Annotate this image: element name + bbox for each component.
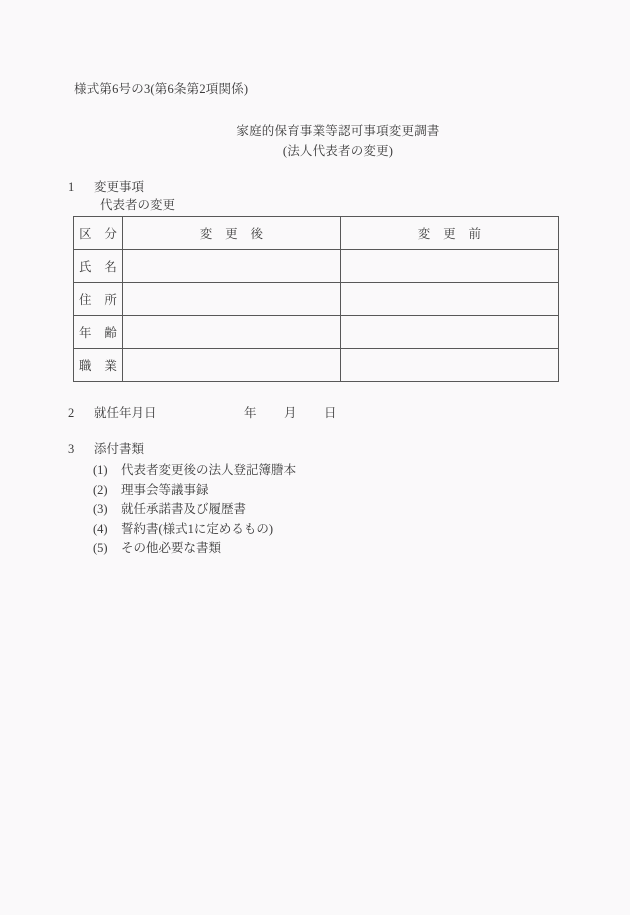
section-2-label: 就任年月日: [94, 406, 157, 420]
row-occupation-before-field[interactable]: [341, 349, 559, 382]
table-row: [74, 316, 559, 349]
list-item-label: 代表者変更後の法人登記簿謄本: [121, 463, 297, 477]
list-item-label: 就任承諾書及び履歴書: [121, 502, 247, 516]
list-item: [93, 539, 296, 559]
form-number: 様式第6号の3(第6条第2項関係): [74, 82, 249, 96]
appointment-month-unit: 月: [284, 406, 297, 420]
list-item: [93, 481, 296, 501]
section-2-number: 2: [68, 406, 75, 420]
row-address-after-field[interactable]: [123, 283, 341, 316]
list-item-label: 理事会等議事録: [121, 482, 209, 497]
table-row: [74, 283, 559, 316]
table-row: [74, 349, 559, 382]
row-name-before-field[interactable]: [341, 250, 559, 283]
row-label-address: 住 所: [74, 283, 123, 316]
section-3-heading: [68, 440, 144, 458]
row-age-after-field[interactable]: [123, 316, 341, 349]
appointment-year-unit: 年: [244, 406, 257, 420]
list-item-label: その他必要な書類: [121, 541, 222, 555]
list-item-marker: (2): [93, 482, 108, 497]
section-2-appointment-date: [68, 404, 337, 422]
row-label-occupation: 職 業: [74, 349, 123, 382]
row-name-after-field[interactable]: [123, 250, 341, 283]
list-item-marker: (3): [93, 502, 108, 516]
table-header-after: 変 更 後: [123, 217, 341, 250]
list-item-label: 誓約書(様式1に定めるもの): [121, 521, 274, 536]
row-occupation-after-field[interactable]: [123, 349, 341, 382]
section-3-number: 3: [68, 442, 75, 456]
row-label-age: 年 齢: [74, 316, 123, 349]
list-item: [93, 500, 296, 520]
attachment-list: [93, 461, 296, 559]
row-address-before-field[interactable]: [341, 283, 559, 316]
section-1-label: 変更事項: [94, 180, 145, 194]
table-header-before: 変 更 前: [341, 217, 559, 250]
list-item-marker: (1): [93, 463, 108, 477]
table-header-category: 区 分: [74, 217, 123, 250]
list-item: [93, 461, 296, 481]
row-label-name: 氏 名: [74, 250, 123, 283]
section-3-label: 添付書類: [94, 442, 145, 456]
list-item-marker: (4): [93, 521, 108, 536]
change-table: [73, 216, 559, 382]
list-item: [93, 520, 296, 540]
row-age-before-field[interactable]: [341, 316, 559, 349]
section-1-heading: [68, 178, 144, 196]
list-item-marker: (5): [93, 541, 108, 555]
appointment-day-unit: 日: [324, 406, 337, 420]
table-row: [74, 250, 559, 283]
table-header-row: [74, 217, 559, 250]
page-title: 家庭的保育事業等認可事項変更調書: [236, 124, 440, 138]
page-subtitle: (法人代表者の変更): [282, 144, 394, 158]
section-1-number: 1: [68, 180, 75, 194]
section-1-subheading: 代表者の変更: [100, 198, 176, 212]
